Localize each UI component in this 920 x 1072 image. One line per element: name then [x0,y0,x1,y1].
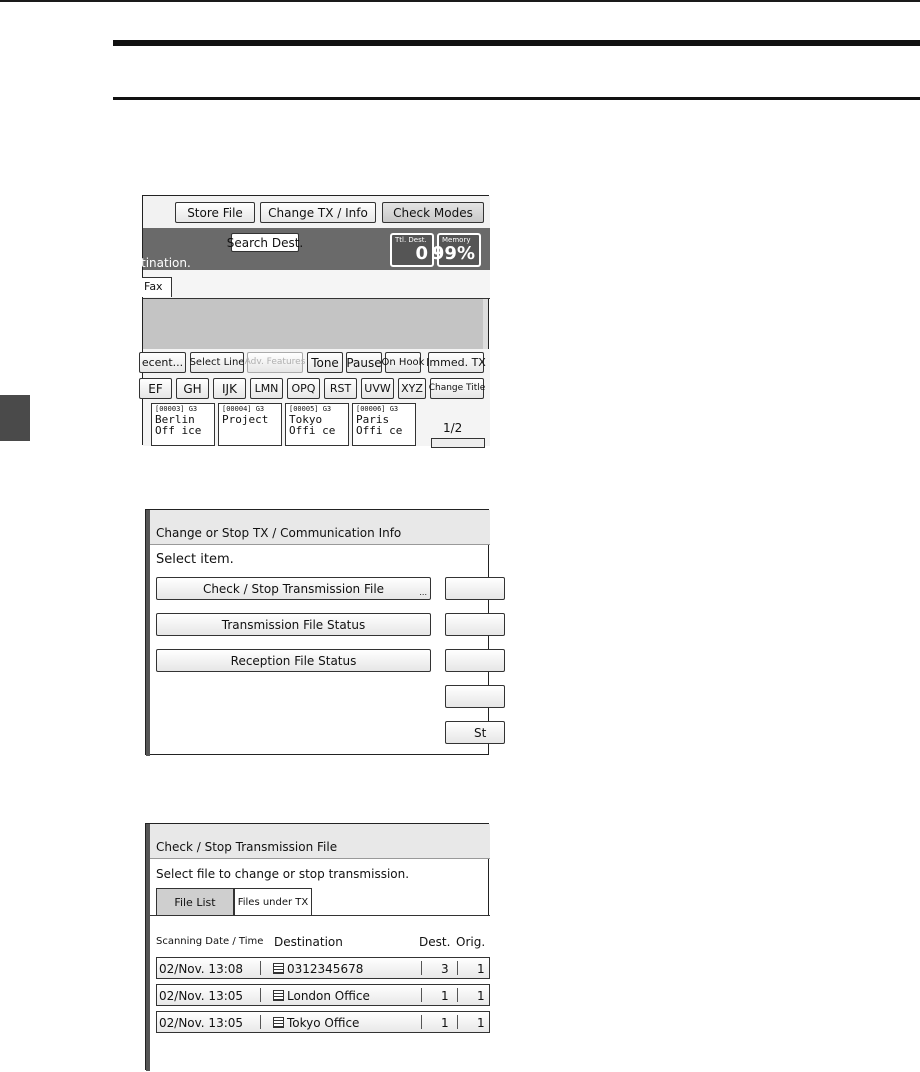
index-opq-button[interactable]: OPQ [287,378,320,399]
fax-icon [273,990,284,1001]
column-header-orig: Orig. [456,935,486,949]
ttl-dest-label: Ttl. Dest. [395,236,427,244]
destination-code: [00006] G3 [356,405,399,413]
right-side-button[interactable] [445,649,505,672]
cell-dest-count: 1 [441,1016,449,1030]
cell-destination: 0312345678 [287,962,364,976]
page-scroll-button[interactable] [431,438,485,448]
transmission-file-status-button[interactable]: Transmission File Status [156,613,431,636]
select-line-button[interactable]: Select Line [190,352,244,373]
tab-files-under-tx[interactable]: Files under TX [234,888,312,915]
stop-partial-button[interactable]: St [445,721,505,744]
on-hook-button[interactable]: On Hook [385,352,421,373]
destination-name: Paris Offi ce [356,413,403,437]
cell-separator [457,988,458,1002]
memory-value: 99% [431,243,475,264]
index-rst-button[interactable]: RST [324,378,357,399]
memory-counter [431,233,481,267]
reception-file-status-button[interactable]: Reception File Status [156,649,431,672]
immed-tx-button[interactable]: Immed. TX [428,352,484,373]
header-rule [113,97,920,100]
change-stop-tx-screen [145,509,489,755]
destination-name: Tokyo Offi ce [289,413,336,437]
destination-key[interactable] [218,403,282,446]
destination-key[interactable] [352,403,416,446]
tone-button[interactable]: Tone [307,352,343,373]
tab-file-list[interactable]: File List [156,888,234,915]
index-ef-button[interactable]: EF [139,378,172,399]
adv-features-button[interactable]: Adv. Features [247,352,303,373]
check-modes-button[interactable]: Check Modes [382,202,484,223]
table-row[interactable] [156,957,490,979]
status-message: tination. [141,256,191,270]
total-destinations-counter [390,233,434,267]
cell-separator [421,988,422,1002]
table-row[interactable] [156,984,490,1006]
instruction-text: Select file to change or stop transmission. [156,867,410,881]
ellipsis-indicator: ... [419,588,427,597]
page-indicator: 1/2 [443,421,463,435]
chapter-tab [0,395,30,441]
cell-destination: Tokyo Office [287,1016,360,1030]
right-side-button[interactable] [445,577,505,600]
cell-separator [260,1015,261,1029]
right-side-button[interactable] [445,613,505,636]
header-thick-rule [113,40,920,46]
index-xyz-button[interactable]: XYZ [398,378,426,399]
destination-code: [00003] G3 [155,405,198,413]
destination-name: Project [222,413,269,426]
table-row[interactable] [156,1011,490,1033]
top-rule [0,0,920,2]
cell-separator [457,961,458,975]
destination-field[interactable] [143,299,483,349]
check-stop-transmission-screen [145,823,489,1070]
cell-datetime: 02/Nov. 13:05 [159,1016,244,1030]
cell-separator [421,1015,422,1029]
check-stop-transmission-file-button[interactable] [156,577,431,600]
memory-label: Memory [442,236,471,244]
search-dest-button[interactable]: Search Dest. [231,233,299,252]
cell-orig-count: 1 [477,1016,485,1030]
screen-title: Change or Stop TX / Communication Info [156,526,402,540]
change-tx-info-button[interactable]: Change TX / Info [260,202,376,223]
tab-fax[interactable]: Fax [142,277,172,297]
destination-name: Berlin Off ice [155,413,202,437]
recent-button[interactable]: ecent... [139,352,186,373]
destination-code: [00004] G3 [222,405,265,413]
cell-destination: London Office [287,989,370,1003]
index-ijk-button[interactable]: IJK [213,378,246,399]
cell-dest-count: 3 [441,962,449,976]
index-uvw-button[interactable]: UVW [361,378,394,399]
right-side-button[interactable] [445,685,505,708]
store-file-button[interactable]: Store File [175,202,255,223]
index-gh-button[interactable]: GH [176,378,209,399]
destination-code: [00005] G3 [289,405,332,413]
cell-separator [457,1015,458,1029]
cell-datetime: 02/Nov. 13:05 [159,989,244,1003]
destination-key[interactable] [151,403,215,446]
change-title-button[interactable]: Change Title [430,378,484,399]
fax-icon [273,1017,284,1028]
cell-separator [260,988,261,1002]
pause-button[interactable]: Pause [346,352,382,373]
column-header-dest: Dest. [419,935,451,949]
cell-dest-count: 1 [441,989,449,1003]
button-label: Check / Stop Transmission File [202,581,385,596]
index-lmn-button[interactable]: LMN [250,378,283,399]
instruction-text: Select item. [156,552,234,567]
destination-key[interactable] [285,403,349,446]
screen-title: Check / Stop Transmission File [156,840,338,854]
ttl-dest-value: 0 [415,243,428,264]
cell-orig-count: 1 [477,989,485,1003]
fax-main-screen [142,195,489,445]
tab-row [143,270,490,299]
cell-separator [260,961,261,975]
panel-edge [146,510,150,756]
fax-icon [273,963,284,974]
column-header-destination: Destination [274,935,343,949]
cell-separator [421,961,422,975]
cell-datetime: 02/Nov. 13:08 [159,962,244,976]
cell-orig-count: 1 [477,962,485,976]
column-header-datetime: Scanning Date / Time [156,936,264,947]
